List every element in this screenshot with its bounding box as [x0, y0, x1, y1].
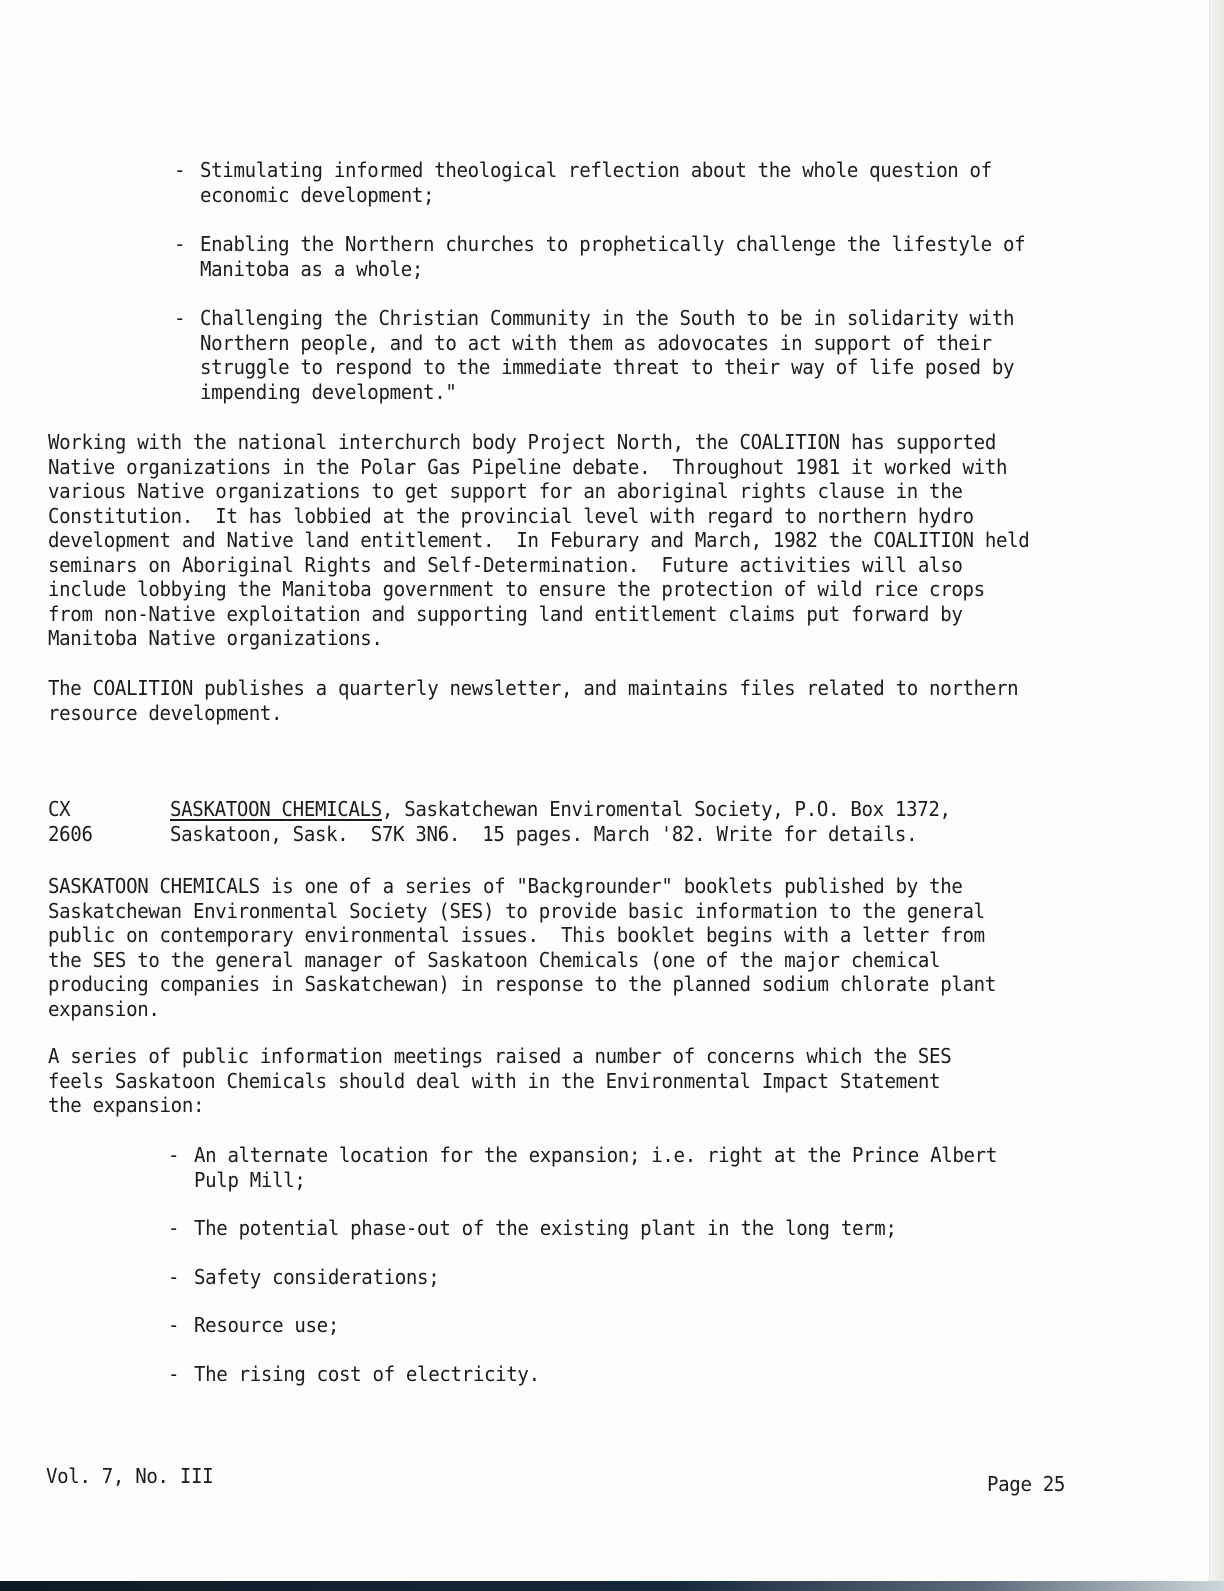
paragraph-line: include lobbying the Manitoba government to ensure the protection of wild rice crops — [48, 577, 985, 601]
bullet-marker-wrap — [168, 1143, 179, 1168]
footer-page-wrap — [987, 1472, 1065, 1497]
paragraph-line: the SES to the general manager of Saskatoon Chemicals (one of the major chemical — [48, 947, 941, 972]
concern-line: The rising cost of electricity. — [194, 1362, 540, 1386]
entry-code — [48, 797, 93, 846]
bullet-item — [200, 158, 992, 207]
paragraph-line: Native organizations in the Polar Gas Pipeline debate. Throughout 1981 it worked with — [48, 454, 1008, 479]
concern-item — [194, 1143, 997, 1192]
footer-volume-wrap — [46, 1464, 213, 1489]
concern-item — [194, 1362, 540, 1387]
entry-code-prefix: CX — [48, 797, 71, 821]
bullet-line: impending development." — [200, 379, 457, 404]
bullet-line: economic development; — [200, 182, 435, 207]
paragraph-line: from non-Native exploitation and supporting land entitlement claims put forward by — [48, 601, 963, 626]
entry-citation — [170, 797, 951, 846]
page-edge — [1209, 0, 1224, 1591]
bullet-marker-wrap — [168, 1313, 179, 1338]
bullet-marker: - — [168, 1313, 180, 1337]
concern-item — [194, 1313, 339, 1338]
citation-line: Saskatoon, Sask. S7K 3N6. 15 pages. March '82. Write for details. — [170, 821, 918, 846]
bullet-item — [200, 306, 1014, 404]
paragraph-newsletter — [48, 676, 1018, 725]
concern-line: Pulp Mill; — [194, 1167, 306, 1192]
bullet-marker: - — [174, 306, 186, 330]
paragraph-line: public on contemporary environmental issues. This booklet begins with a letter from — [48, 923, 985, 947]
paragraph-line: The COALITION publishes a quarterly newsletter, and maintains files related to northern — [48, 676, 1019, 700]
concern-line: An alternate location for the expansion; i.e. right at the Prince Albert — [194, 1143, 997, 1167]
paragraph-line: expansion. — [48, 996, 160, 1021]
bullet-marker: - — [168, 1362, 180, 1386]
paragraph-line: producing companies in Saskatchewan) in response to the planned sodium chlorate plant — [48, 972, 996, 996]
footer-volume: Vol. 7, No. III — [46, 1464, 214, 1488]
bullet-marker-wrap — [174, 306, 185, 331]
bullet-marker: - — [168, 1216, 180, 1240]
paragraph-coalition — [48, 430, 1029, 651]
bullet-line: Enabling the Northern churches to prophetically challenge the lifestyle of — [200, 232, 1026, 256]
paragraph-line: seminars on Aboriginal Rights and Self-Determination. Future activities will also — [48, 552, 963, 577]
paragraph-meetings — [48, 1044, 951, 1118]
paragraph-line: Saskatchewan Environmental Society (SES) to provide basic information to the general — [48, 898, 985, 923]
bullet-line: Manitoba as a whole; — [200, 256, 424, 281]
citation-line — [170, 797, 951, 822]
bullet-marker: - — [168, 1143, 180, 1167]
paragraph-backgrounder — [48, 874, 996, 1021]
concern-line: The potential phase-out of the existing plant in the long term; — [194, 1216, 897, 1240]
paragraph-line: various Native organizations to get support for an aboriginal rights clause in the — [48, 479, 963, 503]
paragraph-line: SASKATOON CHEMICALS is one of a series of "Backgrounder" booklets published by the — [48, 874, 963, 898]
footer-page-number: Page 25 — [987, 1472, 1066, 1496]
bullet-marker-wrap — [168, 1265, 179, 1290]
bullet-line: Stimulating informed theological reflection about the whole question of — [200, 158, 992, 182]
bullet-line: Challenging the Christian Community in the South to be in solidarity with — [200, 306, 1015, 330]
paragraph-line: Constitution. It has lobbied at the provincial level with regard to northern hydro — [48, 503, 974, 528]
bullet-marker-wrap — [168, 1216, 179, 1241]
bullet-marker: - — [168, 1265, 180, 1289]
paragraph-line: Manitoba Native organizations. — [48, 626, 383, 650]
bullet-line: struggle to respond to the immediate threat to their way of life posed by — [200, 355, 1015, 379]
citation-publisher: , Saskatchewan Enviromental Society, P.O. Box 1372, — [381, 797, 951, 821]
paragraph-line: development and Native land entitlement. In Feburary and March, 1982 the COALITION held — [48, 528, 1030, 552]
bullet-marker: - — [174, 232, 186, 256]
concern-item — [194, 1265, 439, 1290]
bullet-marker-wrap — [174, 232, 185, 257]
paragraph-line: A series of public information meetings raised a number of concerns which the SES — [48, 1044, 952, 1068]
paragraph-line: resource development. — [48, 700, 283, 725]
bullet-marker-wrap — [168, 1362, 179, 1387]
concern-line: Resource use; — [194, 1313, 339, 1337]
bullet-line: Northern people, and to act with them as adovocates in support of their — [200, 330, 992, 355]
paragraph-line: feels Saskatoon Chemicals should deal with in the Environmental Impact Statement — [48, 1068, 941, 1093]
bullet-marker: - — [174, 158, 186, 182]
paragraph-line: Working with the national interchurch body Project North, the COALITION has supported — [48, 430, 996, 454]
concern-item — [194, 1216, 897, 1241]
scan-bottom-border — [0, 1581, 1224, 1591]
entry-code-number: 2606 — [48, 821, 93, 846]
concern-line: Safety considerations; — [194, 1265, 440, 1289]
entry-title: SASKATOON CHEMICALS — [170, 797, 382, 821]
bullet-item — [200, 232, 1025, 281]
bullet-marker-wrap — [174, 158, 185, 183]
paragraph-line: the expansion: — [48, 1093, 205, 1117]
